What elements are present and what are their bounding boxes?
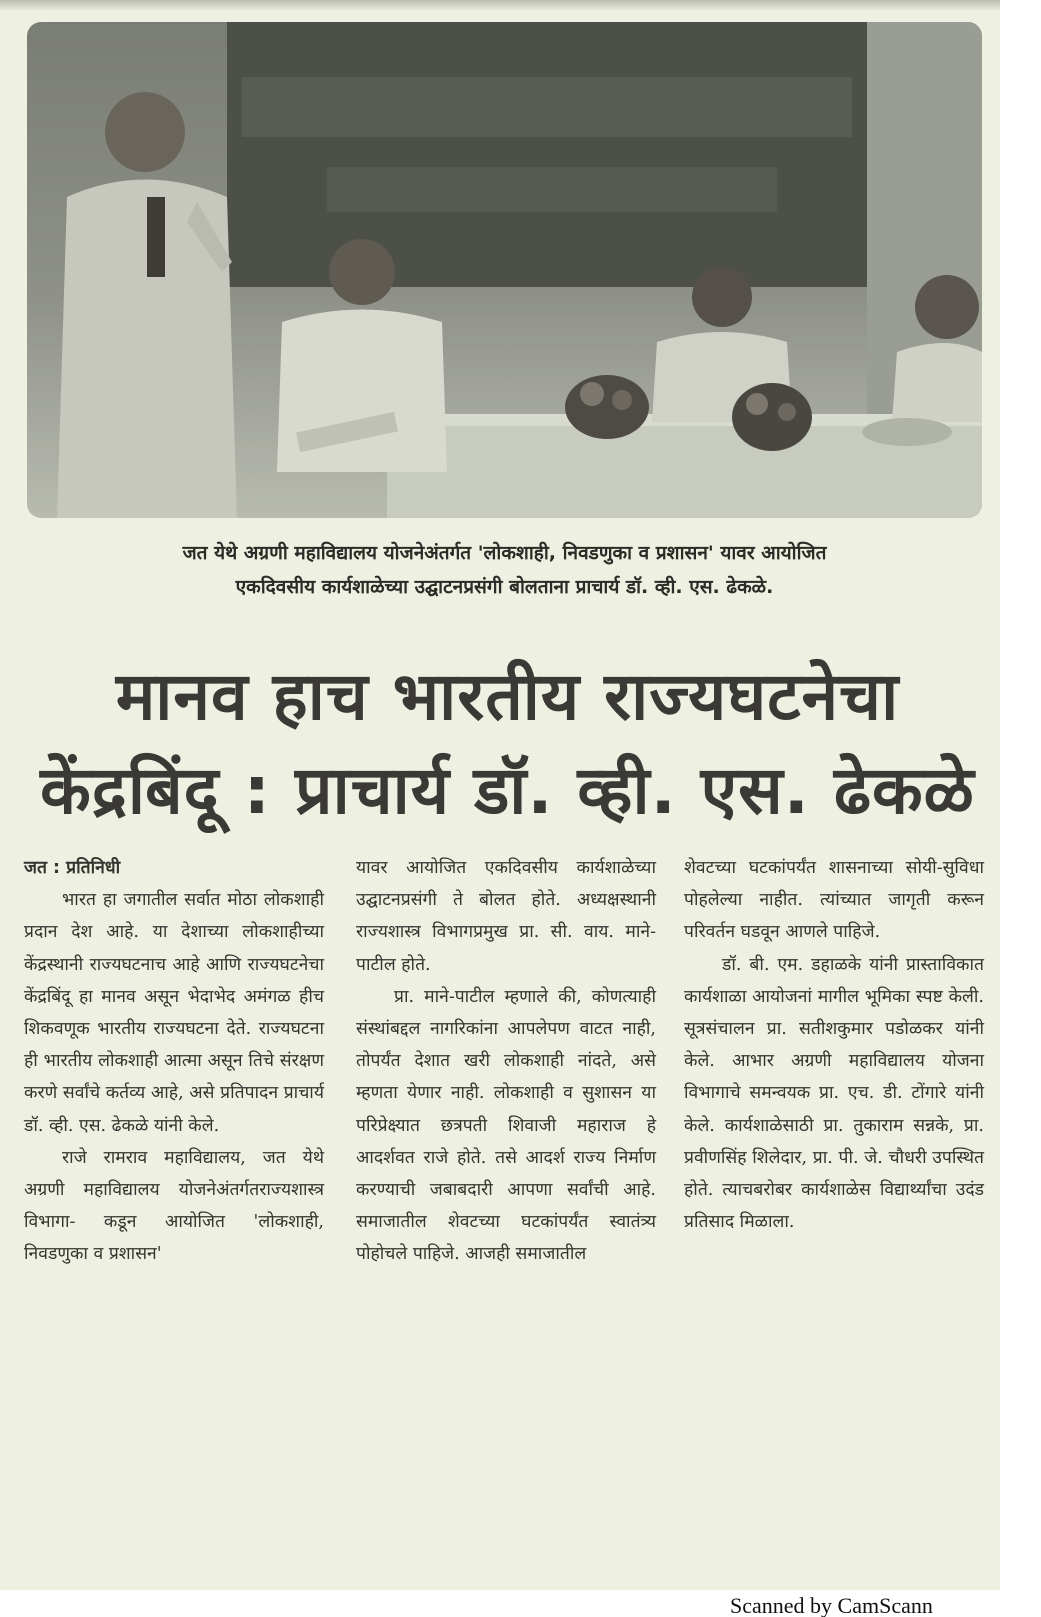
paragraph: यावर आयोजित एकदिवसीय कार्यशाळेच्या उद्घाटनप्रसंगी ते बोलत होते. अध्यक्षस्थानी राज्यशास्त्र विभागप्रमुख प्रा. सी. वाय. माने-पाटील होते. <box>356 858 656 975</box>
paragraph: डॉ. बी. एम. डहाळके यांनी प्रास्ताविकात कार्यशाळा आयोजनां मागील भूमिका स्पष्ट केली. सूत्रसंचालन प्रा. सतीशकुमार पडोळकर यांनी केले. आभार अग्रणी महाविद्यालय योजना विभागाचे समन्वयक प्रा. एच. डी. टोंगारे यांनी केले. कार्यशाळेसाठी प्रा. तुकाराम सन्नके, प्रा. प्रवीणसिंह शिलेदार, प्रा. पी. जे. चौधरी उपस्थित होते. त्याचबरोबर कार्यशाळेस विद्यार्थ्यांचा उदंड प्रतिसाद मिळाला. <box>684 954 984 1233</box>
headline-line-1: मानव हाच भारतीय राज्यघटनेचा <box>115 658 900 735</box>
paragraph: राजे रामराव महाविद्यालय, जत येथे अग्रणी महाविद्यालय योजनेअंतर्गतराज्यशास्त्र विभागा- कडून आयोजित 'लोकशाही, निवडणुका व प्रशासन' <box>24 1147 324 1265</box>
flower-bouquet <box>732 383 812 451</box>
paragraph: प्रा. माने-पाटील म्हणाले की, कोणत्याही संस्थांबद्दल नागरिकांना आपलेपण वाटत नाही, तोपर्यंत देशात खरी लोकशाही नांदते, असे म्हणता येणार नाही. लोकशाही व सुशासन या परिप्रेक्ष्यात छत्रपती शिवाजी महाराज हे आदर्शवत राजे होते. तसे आदर्श राज्य निर्माण करण्याची जबाबदारी आपणा सर्वांची आहे. समाजातील शेवटच्या घटकांपर्यंत स्वातंत्र्य पोहोचले पाहिजे. आजही समाजातील <box>356 986 656 1265</box>
caption-line-1: जत येथे अग्रणी महाविद्यालय योजनेअंतर्गत 'लोकशाही, निवडणुका व प्रशासन' यावर आयोजित <box>182 542 827 564</box>
news-photo-illustration <box>27 22 982 518</box>
headline <box>20 650 995 838</box>
news-photo <box>27 22 982 518</box>
article-column-3 <box>684 852 984 1238</box>
headline-line-2: केंद्रबिंदू : प्राचार्य डॉ. व्ही. एस. ढेकळे <box>40 752 975 829</box>
article-column-1 <box>24 852 324 1271</box>
scanner-watermark: Scanned by CamScann <box>730 1594 933 1617</box>
flower-bouquet <box>565 375 649 439</box>
speaker-figure <box>57 92 237 518</box>
paragraph: शेवटच्या घटकांपर्यंत शासनाच्या सोयी-सुविधा पोहलेल्या नाहीत. त्यांच्यात जागृती करून परिवर्तन घडवून आणले पाहिजे. <box>684 858 984 943</box>
paragraph: भारत हा जगातील सर्वात मोठा लोकशाही प्रदान देश आहे. या देशाच्या लोकशाहीच्या केंद्रस्थानी राज्यघटनाच आहे आणि राज्यघटनेचा केंद्रबिंदू हा मानव असून भेदाभेद अमंगळ हीच शिकवणूक भारतीय राज्यघटना देते. राज्यघटना ही भारतीय लोकशाही आत्मा असून तिचे संरक्षण करणे सर्वांचे कर्तव्य आहे, असे प्रतिपादन प्राचार्य डॉ. व्ही. एस. ढेकळे यांनी केले. <box>24 890 324 1136</box>
article-column-2 <box>356 852 656 1271</box>
scan-top-edge <box>0 0 1000 10</box>
notice-board <box>227 22 867 287</box>
photo-caption <box>27 536 982 604</box>
dateline: जत : प्रतिनिधी <box>24 858 121 878</box>
caption-line-2: एकदिवसीय कार्यशाळेच्या उद्घाटनप्रसंगी बोलताना प्राचार्य डॉ. व्ही. एस. ढेकळे. <box>235 576 774 598</box>
